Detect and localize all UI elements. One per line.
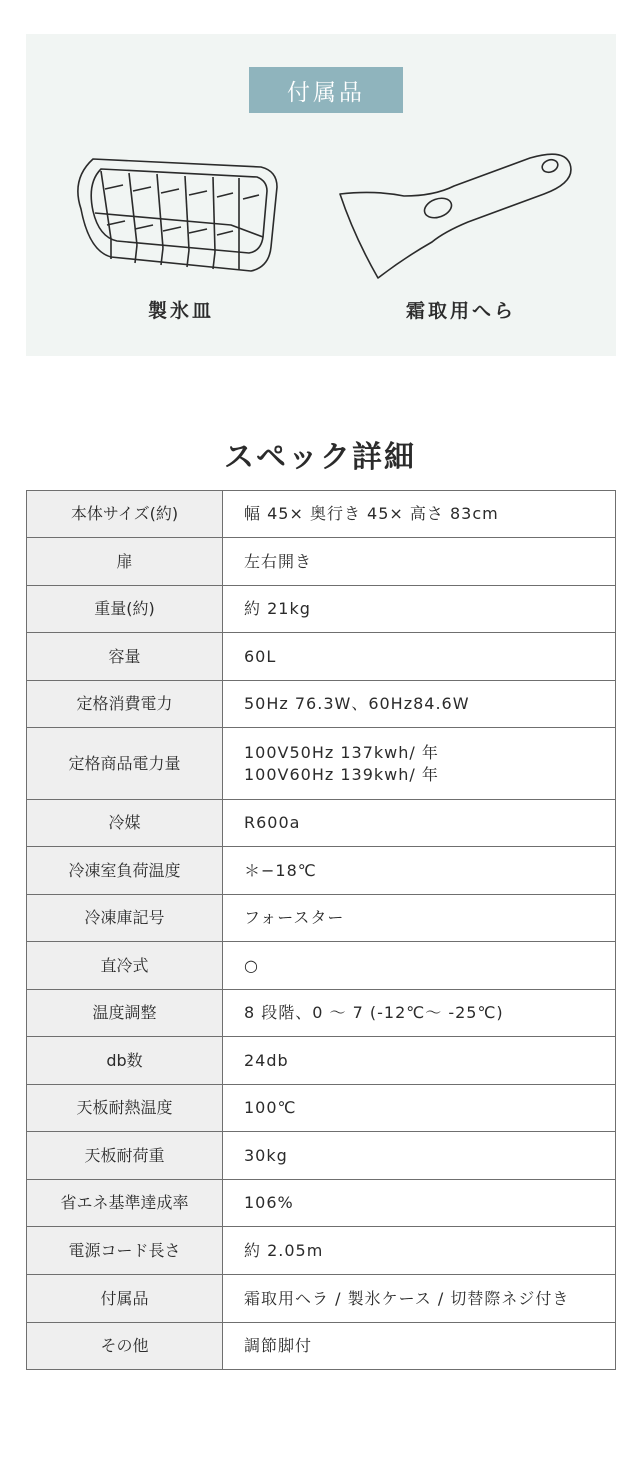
spec-key: 扉 [27, 538, 223, 586]
spec-value-line: ＊−18℃ [244, 860, 317, 880]
spec-row [27, 990, 616, 1037]
spec-value [223, 728, 616, 800]
spec-value-line: 調節脚付 [244, 1336, 313, 1355]
spec-key: 重量(約) [27, 586, 223, 633]
spec-value-line: 8 段階、0 ～ 7 (-12℃～ -25℃) [244, 1003, 504, 1022]
spec-value-line: 50Hz 76.3W、60Hz84.6W [244, 694, 470, 713]
spec-key: 直冷式 [27, 942, 223, 990]
spec-value-line: 100℃ [244, 1098, 297, 1117]
spec-key: db数 [27, 1037, 223, 1085]
spec-key: 定格商品電力量 [27, 728, 223, 800]
spec-row [27, 681, 616, 728]
spec-value-line: ○ [244, 955, 259, 975]
spec-row [27, 1323, 616, 1370]
spec-value [223, 1132, 616, 1180]
spec-value [223, 1275, 616, 1323]
scraper-label: 霜取用へら [405, 300, 516, 322]
spec-value [223, 895, 616, 942]
spec-row [27, 633, 616, 681]
spec-key: 本体サイズ(約) [27, 491, 223, 538]
spec-value-line: 30kg [244, 1145, 288, 1165]
spec-row [27, 1227, 616, 1275]
spec-row [27, 1132, 616, 1180]
spec-table [26, 490, 616, 1370]
spec-value-line: 106% [244, 1193, 294, 1212]
spec-key: 電源コード長さ [27, 1227, 223, 1275]
spec-value [223, 942, 616, 990]
spec-value [223, 491, 616, 538]
spec-value-line: 約 21kg [244, 599, 311, 618]
spec-title: スペック詳細 [224, 440, 416, 475]
spec-key: 天板耐熱温度 [27, 1085, 223, 1132]
spec-key: 冷凍室負荷温度 [27, 847, 223, 895]
spec-value [223, 538, 616, 586]
spec-value [223, 847, 616, 895]
spec-key: 冷媒 [27, 800, 223, 847]
spec-value-line: 幅 45× 奥行き 45× 高さ 83cm [244, 504, 499, 523]
spec-value-line: 霜取用ヘラ / 製氷ケース / 切替際ネジ付き [244, 1288, 570, 1308]
ice-tray-icon [71, 149, 286, 277]
spec-row [27, 1085, 616, 1132]
spec-value-line: 60L [244, 646, 277, 666]
spec-value [223, 1085, 616, 1132]
spec-value-line: 100V50Hz 137kwh/ 年 [244, 742, 439, 762]
spec-key: 定格消費電力 [27, 681, 223, 728]
scraper-icon [334, 146, 574, 286]
spec-row [27, 1275, 616, 1323]
spec-value [223, 1180, 616, 1227]
spec-key: 省エネ基準達成率 [27, 1180, 223, 1227]
spec-value [223, 1227, 616, 1275]
spec-key: 温度調整 [27, 990, 223, 1037]
spec-row [27, 728, 616, 800]
spec-row [27, 1180, 616, 1227]
spec-key: 天板耐荷重 [27, 1132, 223, 1180]
spec-row [27, 847, 616, 895]
spec-value-line: 24db [244, 1050, 289, 1070]
spec-row [27, 538, 616, 586]
spec-value [223, 1323, 616, 1370]
spec-key: 冷凍庫記号 [27, 895, 223, 942]
spec-value-line: 約 2.05m [244, 1240, 324, 1260]
spec-row [27, 491, 616, 538]
spec-row [27, 586, 616, 633]
spec-value-line: フォースター [244, 908, 345, 927]
spec-value [223, 681, 616, 728]
spec-value-line: 100V60Hz 139kwh/ 年 [244, 764, 439, 784]
spec-key: 付属品 [27, 1275, 223, 1323]
spec-row [27, 895, 616, 942]
spec-value [223, 800, 616, 847]
spec-value [223, 633, 616, 681]
spec-key: 容量 [27, 633, 223, 681]
spec-value-line: 左右開き [244, 551, 313, 571]
spec-row [27, 800, 616, 847]
spec-value-line: R600a [244, 813, 301, 832]
spec-value [223, 1037, 616, 1085]
spec-key: その他 [27, 1323, 223, 1370]
spec-value [223, 990, 616, 1037]
spec-row [27, 942, 616, 990]
accessories-badge: 付属品 [249, 67, 403, 113]
ice-tray-label: 製氷皿 [147, 300, 214, 322]
spec-value [223, 586, 616, 633]
accessories-panel [26, 34, 616, 356]
spec-row [27, 1037, 616, 1085]
